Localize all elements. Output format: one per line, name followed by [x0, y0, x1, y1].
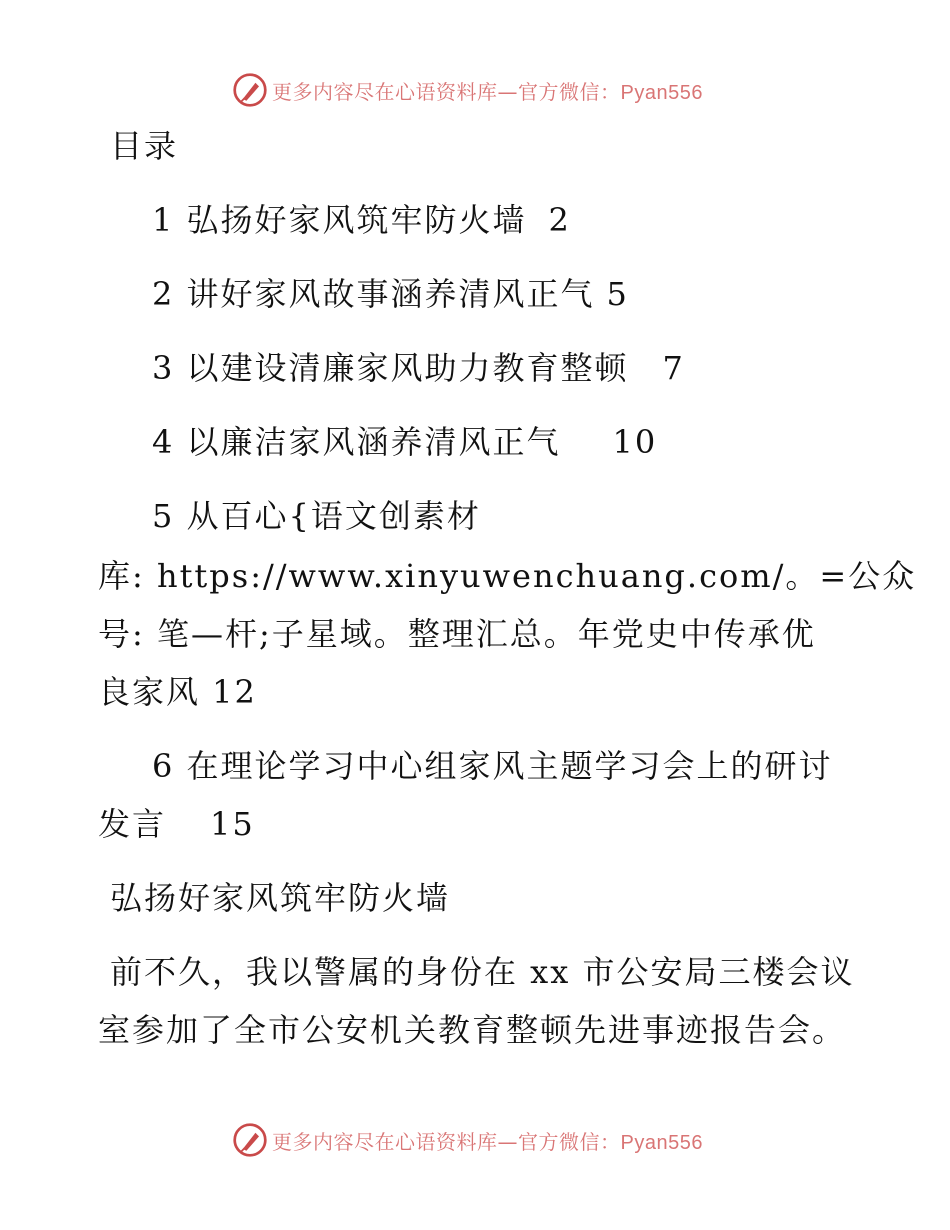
header-watermark-text	[272, 76, 703, 105]
toc-item-4	[152, 422, 657, 462]
toc-title: 目录	[110, 127, 179, 165]
watermark-dash: —	[497, 79, 518, 104]
watermark-account: Pyan556	[620, 81, 703, 104]
toc-item-3	[152, 348, 685, 388]
watermark-library-text: 更多内容尽在心语资料库	[272, 1129, 498, 1154]
watermark-library-text: 更多内容尽在心语资料库	[272, 79, 498, 104]
toc-item-text: 发言	[98, 805, 167, 843]
toc-item-6-line-1: 6 在理论学习中心组家风主题学习会上的研讨	[152, 747, 833, 785]
toc-item-page: 10	[612, 423, 658, 461]
body-paragraph-line-1: 前不久，我以警属的身份在 xx 市公安局三楼会议	[110, 953, 855, 991]
toc-item-5-line-1: 5 从百心{语文创素材	[152, 497, 481, 535]
toc-item-page: 15	[210, 805, 255, 843]
toc-item-2	[152, 274, 629, 314]
header-watermark	[232, 70, 703, 110]
toc-item-1	[152, 200, 571, 240]
body-paragraph-line-2: 室参加了全市公安机关教育整顿先进事迹报告会。	[98, 1011, 847, 1049]
pen-nib-logo-icon	[232, 72, 268, 108]
watermark-dash: —	[497, 1129, 518, 1154]
toc-item-text: 2 讲好家风故事涵养清风正气	[152, 275, 595, 313]
toc-item-text: 3 以建设清廉家风助力教育整顿	[152, 349, 629, 387]
toc-item-page: 5	[606, 275, 629, 313]
footer-watermark-text	[272, 1126, 703, 1155]
toc-item-6-line-2	[98, 804, 255, 844]
pen-nib-logo-icon	[232, 1122, 268, 1158]
section-title: 弘扬好家风筑牢防火墙	[110, 879, 451, 917]
toc-item-text: 1 弘扬好家风筑牢防火墙	[152, 201, 527, 239]
watermark-wechat-label: 官方微信：	[518, 79, 621, 104]
watermark-account: Pyan556	[620, 1131, 703, 1154]
toc-item-5-line-3: 号: 笔—杆;子星域。整理汇总。年党史中传承优	[98, 615, 816, 653]
watermark-wechat-label: 官方微信：	[518, 1129, 621, 1154]
toc-item-text: 4 以廉洁家风涵养清风正气	[152, 423, 561, 461]
toc-item-page: 2	[548, 201, 571, 239]
toc-item-page: 7	[662, 349, 685, 387]
toc-item-5-line-2: 库: https://www.xinyuwenchuang.com/。=公众	[98, 557, 917, 595]
footer-watermark	[232, 1120, 703, 1160]
toc-item-5-line-4: 良家风 12	[98, 673, 257, 711]
